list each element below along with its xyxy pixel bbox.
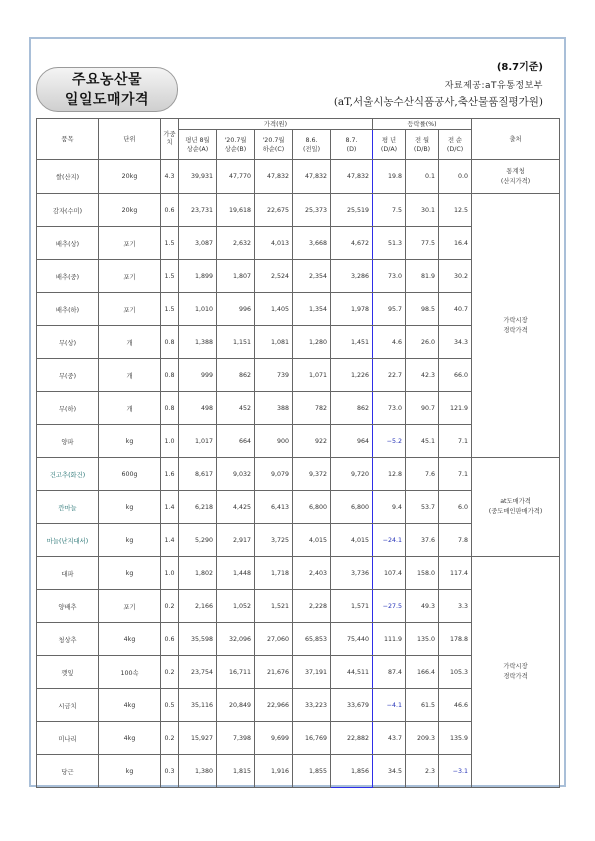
price-today: 47,832 <box>331 160 373 194</box>
price-normal-aug: 5,290 <box>179 524 217 557</box>
price-normal-aug: 2,166 <box>179 590 217 623</box>
change-vs-normal: 9.4 <box>373 491 406 524</box>
table-row <box>37 194 560 227</box>
item-weight: 1.0 <box>161 425 179 458</box>
price-normal-aug: 1,017 <box>179 425 217 458</box>
price-today: 6,800 <box>331 491 373 524</box>
item-weight: 4.3 <box>161 160 179 194</box>
item-name: 배추(상) <box>37 227 99 260</box>
change-vs-normal: 43.7 <box>373 722 406 755</box>
change-vs-normal: −4.1 <box>373 689 406 722</box>
price-prev-day: 1,855 <box>293 755 331 788</box>
change-vs-month: 2.3 <box>406 755 439 788</box>
header-price-b: '20.7월 상순(B) <box>217 130 255 160</box>
change-vs-month: 90.7 <box>406 392 439 425</box>
change-vs-period: 7.1 <box>439 458 472 491</box>
change-vs-period: 178.8 <box>439 623 472 656</box>
price-jul-early: 47,770 <box>217 160 255 194</box>
price-jul-late: 27,060 <box>255 623 293 656</box>
item-unit: kg <box>99 557 161 590</box>
price-today: 3,736 <box>331 557 373 590</box>
item-weight: 0.8 <box>161 326 179 359</box>
price-today: 4,672 <box>331 227 373 260</box>
price-normal-aug: 39,931 <box>179 160 217 194</box>
change-vs-period: 40.7 <box>439 293 472 326</box>
change-vs-month: 7.6 <box>406 458 439 491</box>
price-today: 1,978 <box>331 293 373 326</box>
change-vs-period: 3.3 <box>439 590 472 623</box>
header-change-db: 전 월 (D/B) <box>406 130 439 160</box>
item-weight: 1.5 <box>161 260 179 293</box>
header-change-dc: 전 순 (D/C) <box>439 130 472 160</box>
change-vs-month: 77.5 <box>406 227 439 260</box>
price-prev-day: 2,228 <box>293 590 331 623</box>
price-normal-aug: 1,388 <box>179 326 217 359</box>
table-row <box>37 160 560 194</box>
price-prev-day: 6,800 <box>293 491 331 524</box>
price-prev-day: 9,372 <box>293 458 331 491</box>
source-cell: 가락시장 경락가격 <box>472 194 560 458</box>
price-jul-early: 1,151 <box>217 326 255 359</box>
price-prev-day: 1,071 <box>293 359 331 392</box>
price-jul-late: 9,079 <box>255 458 293 491</box>
price-prev-day: 1,280 <box>293 326 331 359</box>
change-vs-normal: −24.1 <box>373 524 406 557</box>
header-source: 출처 <box>472 119 560 160</box>
change-vs-month: 135.0 <box>406 623 439 656</box>
price-jul-late: 4,013 <box>255 227 293 260</box>
change-vs-period: 12.5 <box>439 194 472 227</box>
price-jul-early: 452 <box>217 392 255 425</box>
item-unit: 개 <box>99 359 161 392</box>
header-price-prev: 8.6. (전일) <box>293 130 331 160</box>
item-weight: 1.6 <box>161 458 179 491</box>
source-cell: at도매가격 (중도매인판매가격) <box>472 458 560 557</box>
change-vs-period: −3.1 <box>439 755 472 788</box>
price-jul-late: 900 <box>255 425 293 458</box>
price-jul-early: 1,807 <box>217 260 255 293</box>
item-weight: 1.0 <box>161 557 179 590</box>
change-vs-normal: 19.8 <box>373 160 406 194</box>
item-unit: 4kg <box>99 722 161 755</box>
item-name: 마늘(난지대서) <box>37 524 99 557</box>
price-normal-aug: 6,218 <box>179 491 217 524</box>
price-prev-day: 4,015 <box>293 524 331 557</box>
price-normal-aug: 1,899 <box>179 260 217 293</box>
change-vs-normal: 73.0 <box>373 260 406 293</box>
item-weight: 0.2 <box>161 722 179 755</box>
header-price-d: 8.7. (D) <box>331 130 373 160</box>
item-weight: 0.3 <box>161 755 179 788</box>
change-vs-normal: 7.5 <box>373 194 406 227</box>
change-vs-month: 49.3 <box>406 590 439 623</box>
title-line-2: 일일도매가격 <box>64 92 150 108</box>
price-prev-day: 922 <box>293 425 331 458</box>
change-vs-month: 26.0 <box>406 326 439 359</box>
item-weight: 1.4 <box>161 524 179 557</box>
price-prev-day: 65,853 <box>293 623 331 656</box>
change-vs-normal: 87.4 <box>373 656 406 689</box>
price-jul-late: 6,413 <box>255 491 293 524</box>
title-line-1: 주요농산물 <box>71 72 143 88</box>
table-row <box>37 458 560 491</box>
item-name: 미나리 <box>37 722 99 755</box>
price-normal-aug: 498 <box>179 392 217 425</box>
data-provider: 자료제공:aT유통정보부 <box>444 81 543 91</box>
change-vs-period: 46.6 <box>439 689 472 722</box>
change-vs-month: 30.1 <box>406 194 439 227</box>
price-jul-late: 1,405 <box>255 293 293 326</box>
change-vs-period: 16.4 <box>439 227 472 260</box>
change-vs-month: 42.3 <box>406 359 439 392</box>
item-unit: 포기 <box>99 590 161 623</box>
price-jul-early: 862 <box>217 359 255 392</box>
header-price-c: '20.7월 하순(C) <box>255 130 293 160</box>
price-jul-late: 739 <box>255 359 293 392</box>
price-jul-late: 21,676 <box>255 656 293 689</box>
price-jul-late: 1,521 <box>255 590 293 623</box>
price-jul-late: 1,916 <box>255 755 293 788</box>
change-vs-month: 166.4 <box>406 656 439 689</box>
price-prev-day: 1,354 <box>293 293 331 326</box>
change-vs-period: 7.1 <box>439 425 472 458</box>
item-weight: 1.5 <box>161 227 179 260</box>
price-today: 9,720 <box>331 458 373 491</box>
change-vs-normal: 107.4 <box>373 557 406 590</box>
price-normal-aug: 1,380 <box>179 755 217 788</box>
change-vs-period: 7.8 <box>439 524 472 557</box>
item-name: 배추(중) <box>37 260 99 293</box>
price-today: 1,226 <box>331 359 373 392</box>
change-vs-month: 53.7 <box>406 491 439 524</box>
item-unit: kg <box>99 524 161 557</box>
change-vs-normal: 51.3 <box>373 227 406 260</box>
price-jul-early: 2,632 <box>217 227 255 260</box>
change-vs-month: 0.1 <box>406 160 439 194</box>
as-of-date: (8.7기준) <box>496 62 543 73</box>
price-table <box>36 118 560 788</box>
item-unit: kg <box>99 755 161 788</box>
item-unit: 100속 <box>99 656 161 689</box>
item-name: 배추(하) <box>37 293 99 326</box>
change-vs-month: 209.3 <box>406 722 439 755</box>
price-normal-aug: 35,598 <box>179 623 217 656</box>
item-name: 대파 <box>37 557 99 590</box>
change-vs-normal: 12.8 <box>373 458 406 491</box>
item-weight: 0.8 <box>161 359 179 392</box>
item-name: 시금치 <box>37 689 99 722</box>
price-today: 33,679 <box>331 689 373 722</box>
item-unit: 4kg <box>99 689 161 722</box>
item-unit: 4kg <box>99 623 161 656</box>
price-normal-aug: 3,087 <box>179 227 217 260</box>
item-name: 감자(수미) <box>37 194 99 227</box>
price-jul-early: 1,815 <box>217 755 255 788</box>
price-prev-day: 2,403 <box>293 557 331 590</box>
change-vs-period: 105.3 <box>439 656 472 689</box>
price-today: 964 <box>331 425 373 458</box>
change-vs-normal: −5.2 <box>373 425 406 458</box>
price-jul-early: 19,618 <box>217 194 255 227</box>
item-unit: 포기 <box>99 293 161 326</box>
change-vs-period: 30.2 <box>439 260 472 293</box>
item-name: 청상추 <box>37 623 99 656</box>
item-weight: 0.6 <box>161 623 179 656</box>
item-unit: kg <box>99 425 161 458</box>
title-badge <box>36 67 178 112</box>
price-jul-late: 1,081 <box>255 326 293 359</box>
price-jul-early: 1,052 <box>217 590 255 623</box>
price-jul-early: 4,425 <box>217 491 255 524</box>
item-unit: 600g <box>99 458 161 491</box>
header-change-da: 평 년 (D/A) <box>373 130 406 160</box>
change-vs-period: 135.9 <box>439 722 472 755</box>
price-jul-early: 16,711 <box>217 656 255 689</box>
price-prev-day: 25,373 <box>293 194 331 227</box>
item-unit: 개 <box>99 392 161 425</box>
item-unit: 포기 <box>99 227 161 260</box>
source-cell: 통계청 (산지가격) <box>472 160 560 194</box>
price-today: 44,511 <box>331 656 373 689</box>
item-name: 무(상) <box>37 326 99 359</box>
price-today: 75,440 <box>331 623 373 656</box>
price-jul-early: 996 <box>217 293 255 326</box>
header-change-group: 등락률(%) <box>373 119 472 130</box>
price-prev-day: 33,223 <box>293 689 331 722</box>
price-today: 25,519 <box>331 194 373 227</box>
price-jul-late: 22,966 <box>255 689 293 722</box>
price-jul-early: 9,032 <box>217 458 255 491</box>
change-vs-normal: 73.0 <box>373 392 406 425</box>
price-jul-early: 20,849 <box>217 689 255 722</box>
header-weight: 가중치 <box>161 119 179 160</box>
table-row <box>37 557 560 590</box>
header-price-a: 평년 8월 상순(A) <box>179 130 217 160</box>
price-normal-aug: 1,010 <box>179 293 217 326</box>
change-vs-month: 81.9 <box>406 260 439 293</box>
item-weight: 0.8 <box>161 392 179 425</box>
price-prev-day: 37,191 <box>293 656 331 689</box>
change-vs-period: 6.0 <box>439 491 472 524</box>
item-name: 건고추(화건) <box>37 458 99 491</box>
change-vs-normal: 4.6 <box>373 326 406 359</box>
item-name: 쌀(산지) <box>37 160 99 194</box>
change-vs-normal: 111.9 <box>373 623 406 656</box>
data-sources: (aT,서울시농수산식품공사,축산물품질평가원) <box>333 96 543 108</box>
item-weight: 0.6 <box>161 194 179 227</box>
price-prev-day: 16,769 <box>293 722 331 755</box>
item-unit: 20kg <box>99 160 161 194</box>
price-jul-early: 2,917 <box>217 524 255 557</box>
item-name: 무(하) <box>37 392 99 425</box>
change-vs-month: 61.5 <box>406 689 439 722</box>
price-jul-early: 32,096 <box>217 623 255 656</box>
change-vs-month: 45.1 <box>406 425 439 458</box>
item-weight: 1.5 <box>161 293 179 326</box>
change-vs-period: 121.9 <box>439 392 472 425</box>
price-today: 862 <box>331 392 373 425</box>
price-today: 1,571 <box>331 590 373 623</box>
change-vs-period: 0.0 <box>439 160 472 194</box>
price-jul-late: 388 <box>255 392 293 425</box>
item-unit: 20kg <box>99 194 161 227</box>
price-jul-late: 47,832 <box>255 160 293 194</box>
price-normal-aug: 15,927 <box>179 722 217 755</box>
header-unit: 단위 <box>99 119 161 160</box>
change-vs-period: 34.3 <box>439 326 472 359</box>
change-vs-period: 66.0 <box>439 359 472 392</box>
price-jul-early: 7,398 <box>217 722 255 755</box>
item-unit: 포기 <box>99 260 161 293</box>
price-prev-day: 2,354 <box>293 260 331 293</box>
change-vs-month: 37.6 <box>406 524 439 557</box>
price-normal-aug: 23,731 <box>179 194 217 227</box>
price-jul-early: 1,448 <box>217 557 255 590</box>
price-prev-day: 3,668 <box>293 227 331 260</box>
price-prev-day: 782 <box>293 392 331 425</box>
price-jul-early: 664 <box>217 425 255 458</box>
change-vs-month: 158.0 <box>406 557 439 590</box>
price-normal-aug: 1,802 <box>179 557 217 590</box>
price-normal-aug: 35,116 <box>179 689 217 722</box>
price-today: 1,856 <box>331 755 373 788</box>
source-cell: 가락시장 경락가격 <box>472 557 560 788</box>
item-name: 깻잎 <box>37 656 99 689</box>
price-jul-late: 2,524 <box>255 260 293 293</box>
item-unit: 개 <box>99 326 161 359</box>
change-vs-normal: 22.7 <box>373 359 406 392</box>
item-name: 깐마늘 <box>37 491 99 524</box>
item-name: 무(중) <box>37 359 99 392</box>
price-prev-day: 47,832 <box>293 160 331 194</box>
item-name: 양파 <box>37 425 99 458</box>
price-today: 22,882 <box>331 722 373 755</box>
price-jul-late: 1,718 <box>255 557 293 590</box>
price-normal-aug: 8,617 <box>179 458 217 491</box>
change-vs-normal: 95.7 <box>373 293 406 326</box>
price-today: 4,015 <box>331 524 373 557</box>
item-name: 당근 <box>37 755 99 788</box>
item-name: 양배추 <box>37 590 99 623</box>
price-jul-late: 22,675 <box>255 194 293 227</box>
item-unit: kg <box>99 491 161 524</box>
header-item: 품목 <box>37 119 99 160</box>
header-price-group: 가격(원) <box>179 119 373 130</box>
price-table-body <box>37 160 560 788</box>
change-vs-month: 98.5 <box>406 293 439 326</box>
price-jul-late: 9,699 <box>255 722 293 755</box>
price-today: 1,451 <box>331 326 373 359</box>
item-weight: 0.5 <box>161 689 179 722</box>
change-vs-normal: 34.5 <box>373 755 406 788</box>
change-vs-normal: −27.5 <box>373 590 406 623</box>
change-vs-period: 117.4 <box>439 557 472 590</box>
item-weight: 0.2 <box>161 656 179 689</box>
price-normal-aug: 23,754 <box>179 656 217 689</box>
item-weight: 0.2 <box>161 590 179 623</box>
price-jul-late: 3,725 <box>255 524 293 557</box>
price-today: 3,286 <box>331 260 373 293</box>
price-normal-aug: 999 <box>179 359 217 392</box>
item-weight: 1.4 <box>161 491 179 524</box>
